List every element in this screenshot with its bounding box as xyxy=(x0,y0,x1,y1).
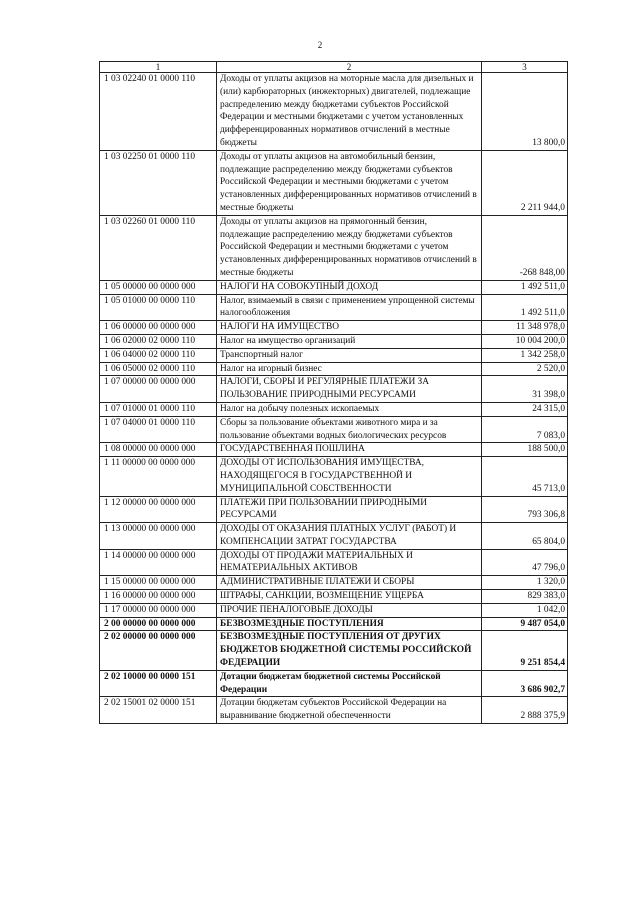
amount-cell: 31 398,0 xyxy=(482,376,568,403)
description-cell: ДОХОДЫ ОТ ИСПОЛЬЗОВАНИЯ ИМУЩЕСТВА, НАХОДЯЩЕГОСЯ В ГОСУДАРСТВЕННОЙ И МУНИЦИПАЛЬНОЙ СОБСТВЕННОСТИ xyxy=(217,457,482,496)
description-cell: ПРОЧИЕ ПЕНАЛОГОВЫЕ ДОХОДЫ xyxy=(217,603,482,617)
budget-code-cell: 1 06 00000 00 0000 000 xyxy=(100,321,217,335)
budget-code-cell: 1 07 01000 01 0000 110 xyxy=(100,402,217,416)
table-row xyxy=(100,348,568,362)
table-row xyxy=(100,443,568,457)
revenue-table xyxy=(99,61,568,724)
description-cell: БЕЗВОЗМЕЗДНЫЕ ПОСТУПЛЕНИЯ ОТ ДРУГИХ БЮДЖЕТОВ БЮДЖЕТНОЙ СИСТЕМЫ РОССИЙСКОЙ ФЕДЕРАЦИИ xyxy=(217,631,482,670)
budget-code-cell: 1 13 00000 00 0000 000 xyxy=(100,523,217,550)
table-row xyxy=(100,670,568,697)
budget-code-cell: 1 17 00000 00 0000 000 xyxy=(100,603,217,617)
table-row xyxy=(100,697,568,724)
table-row xyxy=(100,294,568,321)
table-row xyxy=(100,576,568,590)
budget-code-cell: 1 15 00000 00 0000 000 xyxy=(100,576,217,590)
table-row xyxy=(100,416,568,443)
table-row xyxy=(100,590,568,604)
page-number: 2 xyxy=(317,40,323,50)
budget-code-cell: 2 02 15001 02 0000 151 xyxy=(100,697,217,724)
description-cell: Доходы от уплаты акцизов на автомобильный бензин, подлежащие распределению между бюджетами субъектов Российской Федерации и местными бюджетами с учетом установленных дифференцированных нормативов отчислений в местные бюджеты xyxy=(217,150,482,215)
description-cell: ПЛАТЕЖИ ПРИ ПОЛЬЗОВАНИИ ПРИРОДНЫМИ РЕСУРСАМИ xyxy=(217,496,482,523)
description-cell: НАЛОГИ НА СОВОКУПНЫЙ ДОХОД xyxy=(217,280,482,294)
description-cell: Доходы от уплаты акцизов на моторные масла для дизельных и (или) карбюраторных (инжекторных) двигателей, подлежащие распределению между бюджетами субъектов Российской Федерации и местными бюджетами с учетом установленных дифференцированных нормативов отчислений в местные бюджеты xyxy=(217,73,482,151)
amount-cell: 9 251 854,4 xyxy=(482,631,568,670)
table-row xyxy=(100,617,568,631)
budget-code-cell: 2 00 00000 00 0000 000 xyxy=(100,617,217,631)
budget-code-cell: 1 06 05000 02 0000 110 xyxy=(100,362,217,376)
budget-code-cell: 1 12 00000 00 0000 000 xyxy=(100,496,217,523)
amount-cell: 2 211 944,0 xyxy=(482,150,568,215)
amount-cell: 2 520,0 xyxy=(482,362,568,376)
budget-code-cell: 1 16 00000 00 0000 000 xyxy=(100,590,217,604)
amount-cell: 1 492 511,0 xyxy=(482,294,568,321)
description-cell: Дотации бюджетам субъектов Российской Федерации на выравнивание бюджетной обеспеченности xyxy=(217,697,482,724)
column-header-2: 2 xyxy=(217,62,482,73)
description-cell: ШТРАФЫ, САНКЦИИ, ВОЗМЕЩЕНИЕ УЩЕРБА xyxy=(217,590,482,604)
table-row xyxy=(100,496,568,523)
description-cell: Налог, взимаемый в связи с применением упрощенной системы налогообложения xyxy=(217,294,482,321)
table-row xyxy=(100,321,568,335)
amount-cell: 1 492 511,0 xyxy=(482,280,568,294)
amount-cell: 47 796,0 xyxy=(482,549,568,576)
description-cell: Транспортный налог xyxy=(217,348,482,362)
table-row xyxy=(100,334,568,348)
description-cell: Налог на игорный бизнес xyxy=(217,362,482,376)
description-cell: Дотации бюджетам бюджетной системы Российской Федерации xyxy=(217,670,482,697)
table-row xyxy=(100,215,568,280)
amount-cell: 2 888 375,9 xyxy=(482,697,568,724)
amount-cell: 10 004 200,0 xyxy=(482,334,568,348)
budget-code-cell: 1 03 02240 01 0000 110 xyxy=(100,73,217,151)
description-cell: ДОХОДЫ ОТ ОКАЗАНИЯ ПЛАТНЫХ УСЛУГ (РАБОТ) И КОМПЕНСАЦИИ ЗАТРАТ ГОСУДАРСТВА xyxy=(217,523,482,550)
amount-cell: 1 342 258,0 xyxy=(482,348,568,362)
amount-cell: 1 320,0 xyxy=(482,576,568,590)
description-cell: АДМИНИСТРАТИВНЫЕ ПЛАТЕЖИ И СБОРЫ xyxy=(217,576,482,590)
budget-code-cell: 1 14 00000 00 0000 000 xyxy=(100,549,217,576)
description-cell: НАЛОГИ, СБОРЫ И РЕГУЛЯРНЫЕ ПЛАТЕЖИ ЗА ПОЛЬЗОВАНИЕ ПРИРОДНЫМИ РЕСУРСАМИ xyxy=(217,376,482,403)
amount-cell: 188 500,0 xyxy=(482,443,568,457)
budget-code-cell: 1 07 04000 01 0000 110 xyxy=(100,416,217,443)
table-row xyxy=(100,523,568,550)
budget-code-cell: 1 05 01000 00 0000 110 xyxy=(100,294,217,321)
description-cell: НАЛОГИ НА ИМУЩЕСТВО xyxy=(217,321,482,335)
table-row xyxy=(100,280,568,294)
table-row xyxy=(100,402,568,416)
amount-cell: 1 042,0 xyxy=(482,603,568,617)
table-row xyxy=(100,362,568,376)
budget-code-cell: 1 11 00000 00 0000 000 xyxy=(100,457,217,496)
amount-cell: 65 804,0 xyxy=(482,523,568,550)
amount-cell: 24 315,0 xyxy=(482,402,568,416)
budget-code-cell: 1 05 00000 00 0000 000 xyxy=(100,280,217,294)
description-cell: Налог на добычу полезных ископаемых xyxy=(217,402,482,416)
amount-cell: 829 383,0 xyxy=(482,590,568,604)
column-header-1: 1 xyxy=(100,62,217,73)
table-row xyxy=(100,150,568,215)
table-row xyxy=(100,603,568,617)
table-row xyxy=(100,457,568,496)
budget-code-cell: 2 02 00000 00 0000 000 xyxy=(100,631,217,670)
description-cell: Налог на имущество организаций xyxy=(217,334,482,348)
amount-cell: 7 083,0 xyxy=(482,416,568,443)
table-row xyxy=(100,376,568,403)
table-row xyxy=(100,73,568,151)
amount-cell: 793 306,8 xyxy=(482,496,568,523)
table-row xyxy=(100,631,568,670)
amount-cell: 9 487 054,0 xyxy=(482,617,568,631)
budget-code-cell: 1 06 02000 02 0000 110 xyxy=(100,334,217,348)
amount-cell: 13 800,0 xyxy=(482,73,568,151)
table-header-row xyxy=(100,62,568,73)
amount-cell: 11 348 978,0 xyxy=(482,321,568,335)
budget-code-cell: 1 06 04000 02 0000 110 xyxy=(100,348,217,362)
budget-code-cell: 2 02 10000 00 0000 151 xyxy=(100,670,217,697)
column-header-3: 3 xyxy=(482,62,568,73)
amount-cell: 45 713,0 xyxy=(482,457,568,496)
description-cell: ГОСУДАРСТВЕННАЯ ПОШЛИНА xyxy=(217,443,482,457)
description-cell: Доходы от уплаты акцизов на прямогонный бензин, подлежащие распределению между бюджетами субъектов Российской Федерации и местными бюджетами с учетом установленных дифференцированных нормативов отчислений в местные бюджеты xyxy=(217,215,482,280)
budget-code-cell: 1 03 02250 01 0000 110 xyxy=(100,150,217,215)
description-cell: БЕЗВОЗМЕЗДНЫЕ ПОСТУПЛЕНИЯ xyxy=(217,617,482,631)
description-cell: Сборы за пользование объектами животного мира и за пользование объектами водных биологических ресурсов xyxy=(217,416,482,443)
budget-code-cell: 1 08 00000 00 0000 000 xyxy=(100,443,217,457)
budget-code-cell: 1 07 00000 00 0000 000 xyxy=(100,376,217,403)
amount-cell: -268 848,00 xyxy=(482,215,568,280)
description-cell: ДОХОДЫ ОТ ПРОДАЖИ МАТЕРИАЛЬНЫХ И НЕМАТЕРИАЛЬНЫХ АКТИВОВ xyxy=(217,549,482,576)
budget-code-cell: 1 03 02260 01 0000 110 xyxy=(100,215,217,280)
amount-cell: 3 686 902,7 xyxy=(482,670,568,697)
table-row xyxy=(100,549,568,576)
